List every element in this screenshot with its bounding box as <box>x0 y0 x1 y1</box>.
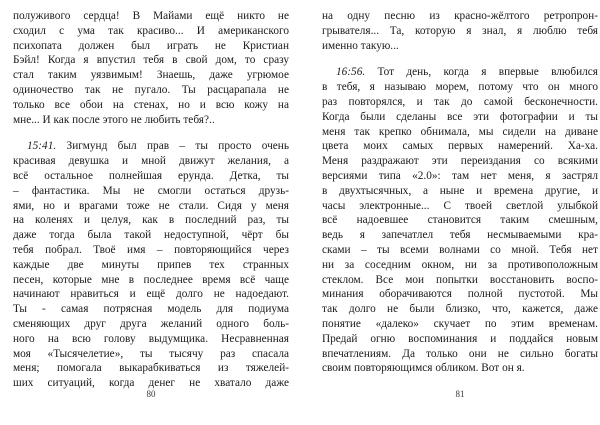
text-line: тебя побрал. Твоё имя – повторяющийся через <box>13 243 289 256</box>
left-page <box>13 0 289 425</box>
paragraph-first-line <box>13 139 289 154</box>
text-line: меня так крепко обнимала, мы сидели на диване <box>322 125 598 138</box>
text-line: мне... И как после этого не любить тебя?.. <box>13 113 215 126</box>
text-line: ями, но и врагами тоже не стали. Сидя у меня <box>13 199 289 212</box>
text-line: так долго не были близко, что, кажется, даже <box>322 303 598 316</box>
paragraph-gap <box>13 127 289 139</box>
timestamp: 15:41. <box>27 140 57 153</box>
text-line: психопата должен был играть не Кристиан <box>13 39 289 52</box>
left-page-text <box>13 9 289 391</box>
text-line: одиночество так не пугало. Ты расцарапала не <box>13 83 289 96</box>
text-line: версиями типа «2.0»: там нет меня, я застрял <box>322 169 598 182</box>
text-line: именно такую... <box>322 39 399 52</box>
text-line: моя «Тысячелетие», ты тысячу раз спасала <box>13 347 289 360</box>
text-line: в двухтысячных, а ныне и времена другие, и <box>322 184 598 197</box>
text-line: ни за соседним окном, ни за противоположным <box>322 258 598 271</box>
text-line: понятие «далеко» скучает по этим временам. <box>322 317 598 330</box>
timestamp: 16:56. <box>336 66 366 79</box>
text-line: – фантастика. Мы не смогли остаться друзь- <box>13 184 289 197</box>
text-line: на одну песню из красно-жёлтого ретропрон- <box>322 10 598 22</box>
text-run: Зигмунд был прав – ты просто очень <box>56 140 289 153</box>
text-line: полуживого сердца! В Майами ещё никто не <box>13 10 289 22</box>
text-line: часы электронные... С твоей светлой улыбкой <box>322 199 598 212</box>
text-line: меня; помогала выкарабкиваться из тяжелей- <box>13 362 289 375</box>
text-line: впечатлениям. Да только они не сильно богаты <box>322 347 598 360</box>
right-page <box>322 0 598 425</box>
text-line: песен, которые мне в последнее время всё чаще <box>13 273 289 286</box>
text-line: раз повторялся, и так до самой бесконечности. <box>322 95 598 108</box>
text-line: цвета моих самых первых намерений. Ха-ха. <box>322 140 598 153</box>
text-line: ного на всю голову выдумщика. Несравненная <box>13 332 289 345</box>
text-line: ведь я запечатлел тебя несмываемыми кра- <box>322 229 598 242</box>
text-line: Меня раздражают эти переиздания со всякими <box>322 155 598 168</box>
text-line: в тебя, я называю морем, потому что он много <box>322 81 598 94</box>
text-line: сходил с ума так красиво... И американского <box>13 24 289 37</box>
text-line: Когда были сделаны все эти фотографии и ты <box>322 110 598 123</box>
text-line: стал таким уязвимым! Знаешь, даже угрюмое <box>13 69 289 82</box>
text-line: сками – ты всеми волнами со мной. Тебя нет <box>322 243 598 256</box>
page-number: 80 <box>146 389 156 399</box>
text-line: Ты - самая потрясная модель для подиума <box>13 303 289 316</box>
right-page-text <box>322 9 598 376</box>
text-line: своим повторяющимся обликом. Вот он я. <box>322 362 525 375</box>
text-line: Предай огню воспоминания и поддайся новым <box>322 332 598 345</box>
text-line: начинают нравиться и ещё долго не надоедают. <box>13 288 289 301</box>
page-number: 81 <box>455 389 465 399</box>
paragraph-first-line <box>322 65 598 80</box>
text-line: на коленях и целуя, как в последний раз, ты <box>13 214 289 227</box>
text-run: Тот день, когда я впервые влюбился <box>365 66 598 79</box>
text-line: всё надоевшее становится таким смешным, <box>322 214 598 227</box>
text-line: грывателя... Та, которую я знал, я люблю тебя <box>322 24 598 37</box>
text-line: ших ситуаций, когда денег не хватало даже <box>13 377 289 390</box>
text-line: каждые две минуты припев тех странных <box>13 258 289 271</box>
text-line: сменяющих друг друга желаний одного боль- <box>13 317 289 330</box>
paragraph-gap <box>322 53 598 65</box>
text-line: красивая девушка и мной движут желания, а <box>13 155 289 168</box>
text-line: минания оборачиваются полной пустотой. Мы <box>322 288 598 301</box>
text-line: даже тогда была такой недоступной, чёрт бы <box>13 229 289 242</box>
text-line: Бэйл! Когда я впустил тебя в свой дом, то сразу <box>13 54 289 67</box>
text-line: только все обои на стенах, но и всю кожу на <box>13 98 289 111</box>
text-line: стеклом. Все мои попытки восстановить воспо- <box>322 273 598 286</box>
text-line: всё остальное полнейшая ерунда. Детка, ты <box>13 169 289 182</box>
